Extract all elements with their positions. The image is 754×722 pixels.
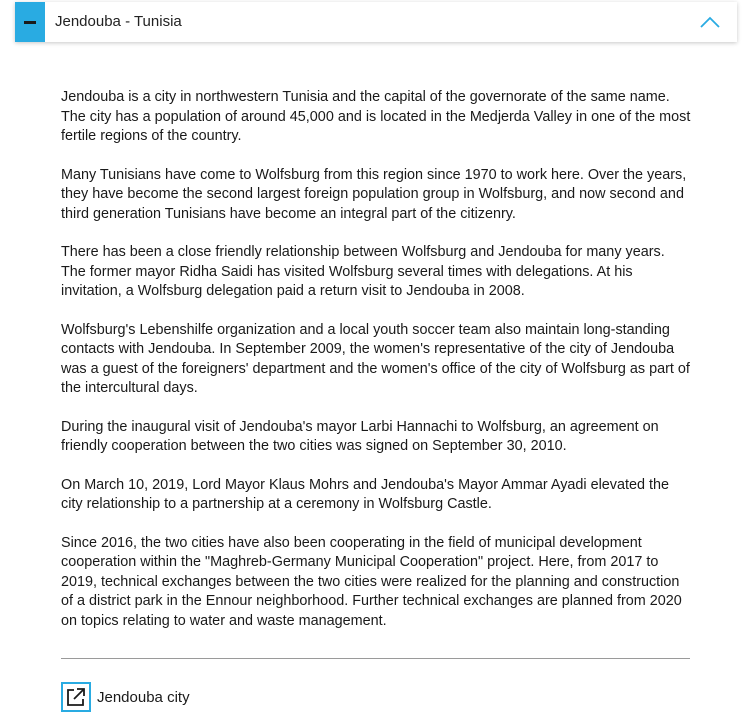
- paragraph: On March 10, 2019, Lord Mayor Klaus Mohrs and Jendouba's Mayor Ammar Ayadi elevated the city relationship to a partnership at a ceremony in Wolfsburg Castle.: [61, 476, 670, 512]
- paragraph: Jendouba is a city in northwestern Tunisia and the capital of the governorate of the same name. The city has a population of around 45,000 and is located in the Medjerda Valley in one of the most fertile regions of the country.: [61, 89, 691, 144]
- jendouba-city-link[interactable]: [61, 680, 190, 714]
- minus-icon: [24, 21, 36, 24]
- divider: [61, 658, 690, 659]
- paragraph: Wolfsburg's Lebenshilfe organization and a local youth soccer team also maintain long-standing contacts with Jendouba. In September 2009, the women's representative of the city of Jendouba was a guest of the foreigners' department and the women's office of the city of Wolfsburg as part of the intercultural days.: [61, 321, 690, 396]
- paragraph: Since 2016, the two cities have also been cooperating in the field of municipal development cooperation within the "Maghreb-Germany Municipal Cooperation" project. Here, from 2017 to 2019, technical exchanges between the two cities were realized for the planning and construction of a district park in the Ennour neighborhood. Further technical exchanges are planned from 2020 on topics relating to water and waste management.: [61, 534, 682, 629]
- accordion-header[interactable]: [15, 2, 737, 42]
- external-link-icon[interactable]: [61, 682, 91, 712]
- collapse-toggle-button[interactable]: [15, 2, 45, 42]
- accordion-title: Jendouba - Tunisia: [55, 13, 182, 30]
- chevron-up-icon[interactable]: [699, 14, 721, 30]
- paragraph: Many Tunisians have come to Wolfsburg from this region since 1970 to work here. Over the years, they have become the second largest foreign population group in Wolfsburg, and now second and third generation Tunisians have become an integral part of the citizenry.: [61, 166, 687, 222]
- link-label[interactable]: Jendouba city: [97, 688, 190, 706]
- paragraph: There has been a close friendly relationship between Wolfsburg and Jendouba for many years. The former mayor Ridha Saidi has visited Wolfsburg several times with delegations. At his invitation, a Wolfsburg delegation paid a return visit to Jendouba in 2008.: [61, 244, 665, 299]
- paragraph: During the inaugural visit of Jendouba's mayor Larbi Hannachi to Wolfsburg, an agreement on friendly cooperation between the two cities was signed on September 30, 2010.: [61, 418, 659, 454]
- accordion-content: [61, 88, 693, 650]
